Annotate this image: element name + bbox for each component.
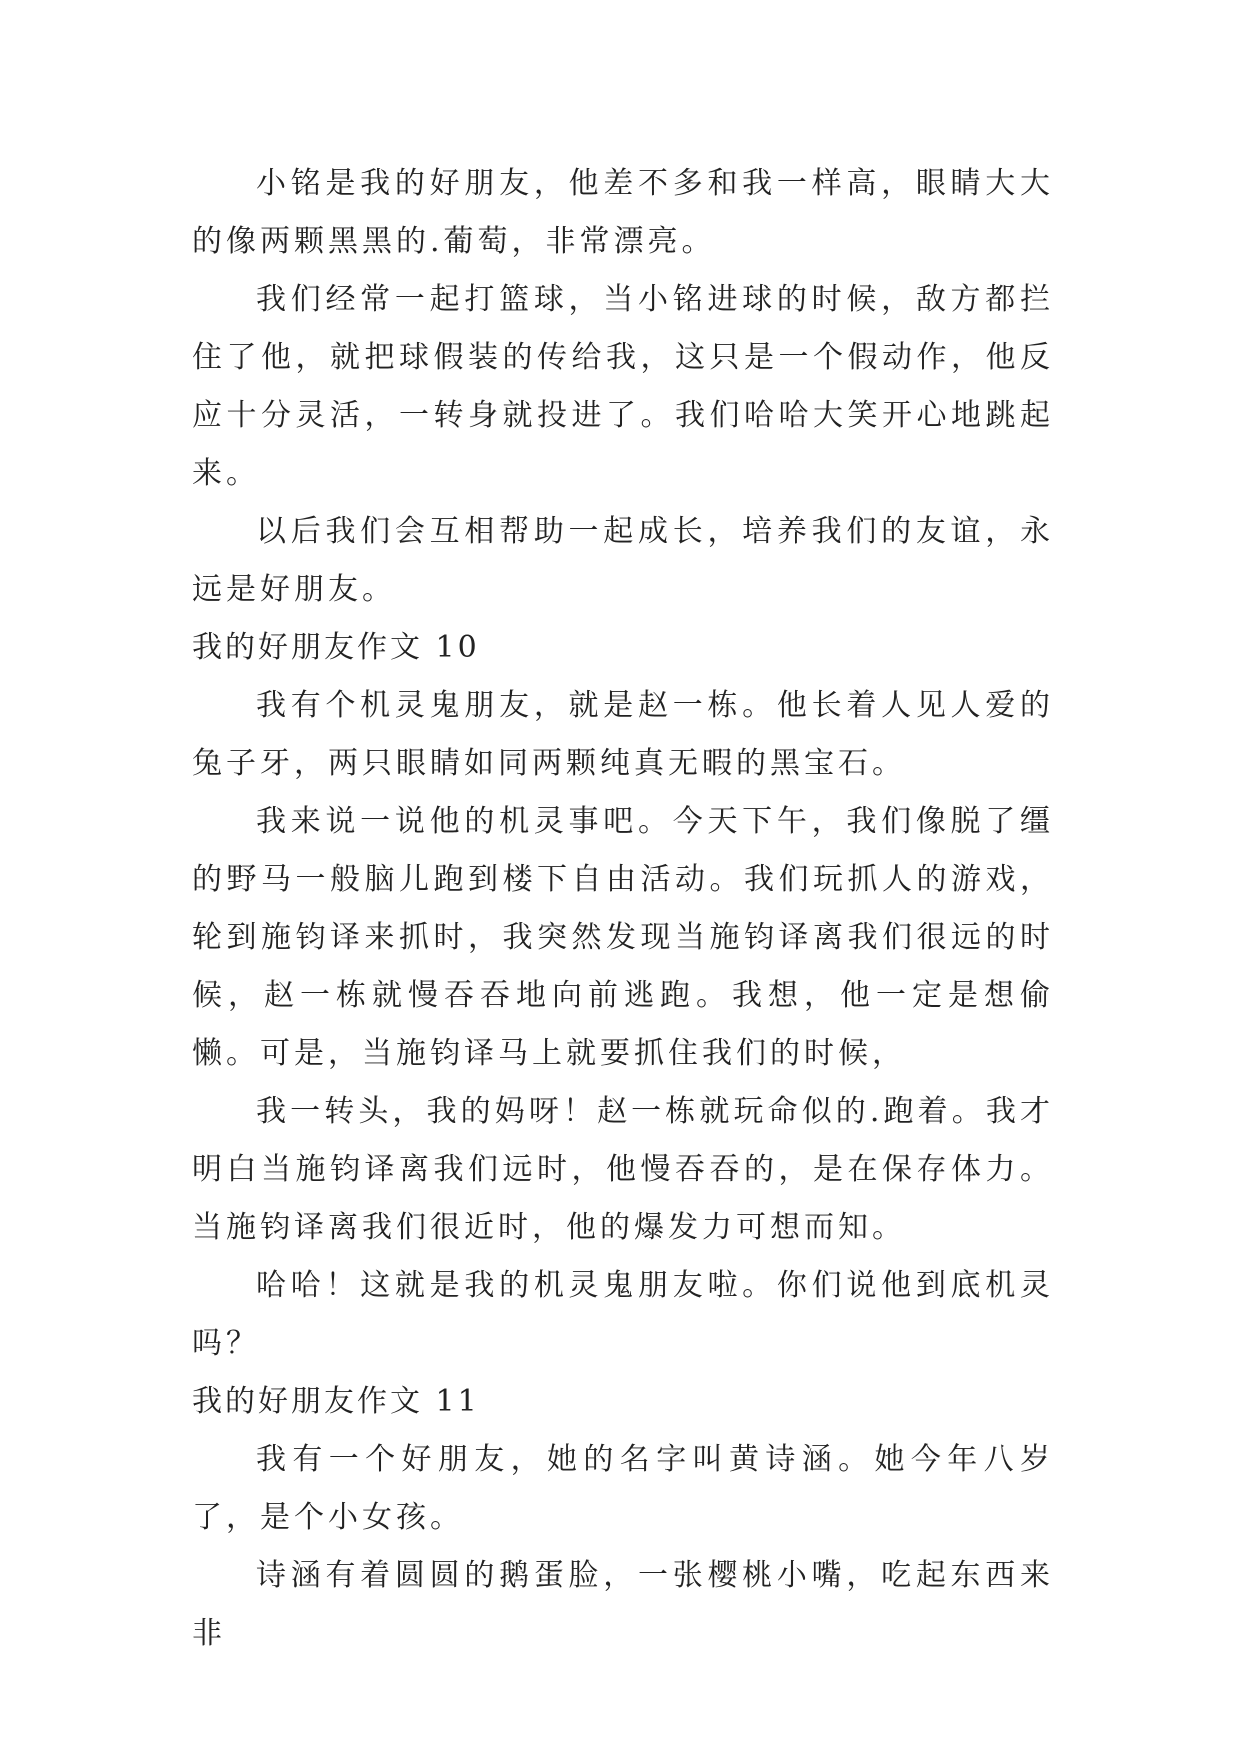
- paragraph: 小铭是我的好朋友，他差不多和我一样高，眼睛大大的像两颗黑黑的.葡萄，非常漂亮。: [192, 166, 1054, 259]
- paragraph: 我来说一说他的机灵事吧。今天下午，我们像脱了缰的野马一般脑儿跑到楼下自由活动。我们玩抓人的游戏，轮到施钧译来抓时，我突然发现当施钧译离我们很远的时候，赵一栋就慢吞吞地向前逃跑。我想，他一定是想偷懒。可是，当施钧译马上就要抓住我们的时候，: [192, 804, 1054, 1071]
- document-page: [192, 155, 1054, 1663]
- paragraph: 哈哈！这就是我的机灵鬼朋友啦。你们说他到底机灵吗？: [192, 1268, 1054, 1361]
- paragraph: 我有一个好朋友，她的名字叫黄诗涵。她今年八岁了，是个小女孩。: [192, 1442, 1054, 1535]
- essay-heading: 我的好朋友作文 10: [192, 630, 480, 665]
- paragraph: 诗涵有着圆圆的鹅蛋脸，一张樱桃小嘴，吃起东西来非: [192, 1558, 1054, 1651]
- essay-heading: 我的好朋友作文 11: [192, 1384, 480, 1419]
- paragraph: 我们经常一起打篮球，当小铭进球的时候，敌方都拦住了他，就把球假装的传给我，这只是一个假动作，他反应十分灵活，一转身就投进了。我们哈哈大笑开心地跳起来。: [192, 282, 1054, 491]
- paragraph: 以后我们会互相帮助一起成长，培养我们的友谊，永远是好朋友。: [192, 514, 1054, 607]
- paragraph: 我有个机灵鬼朋友，就是赵一栋。他长着人见人爱的兔子牙，两只眼睛如同两颗纯真无暇的黑宝石。: [192, 688, 1054, 781]
- paragraph: 我一转头，我的妈呀！赵一栋就玩命似的.跑着。我才明白当施钧译离我们远时，他慢吞吞的，是在保存体力。当施钧译离我们很近时，他的爆发力可想而知。: [192, 1094, 1054, 1245]
